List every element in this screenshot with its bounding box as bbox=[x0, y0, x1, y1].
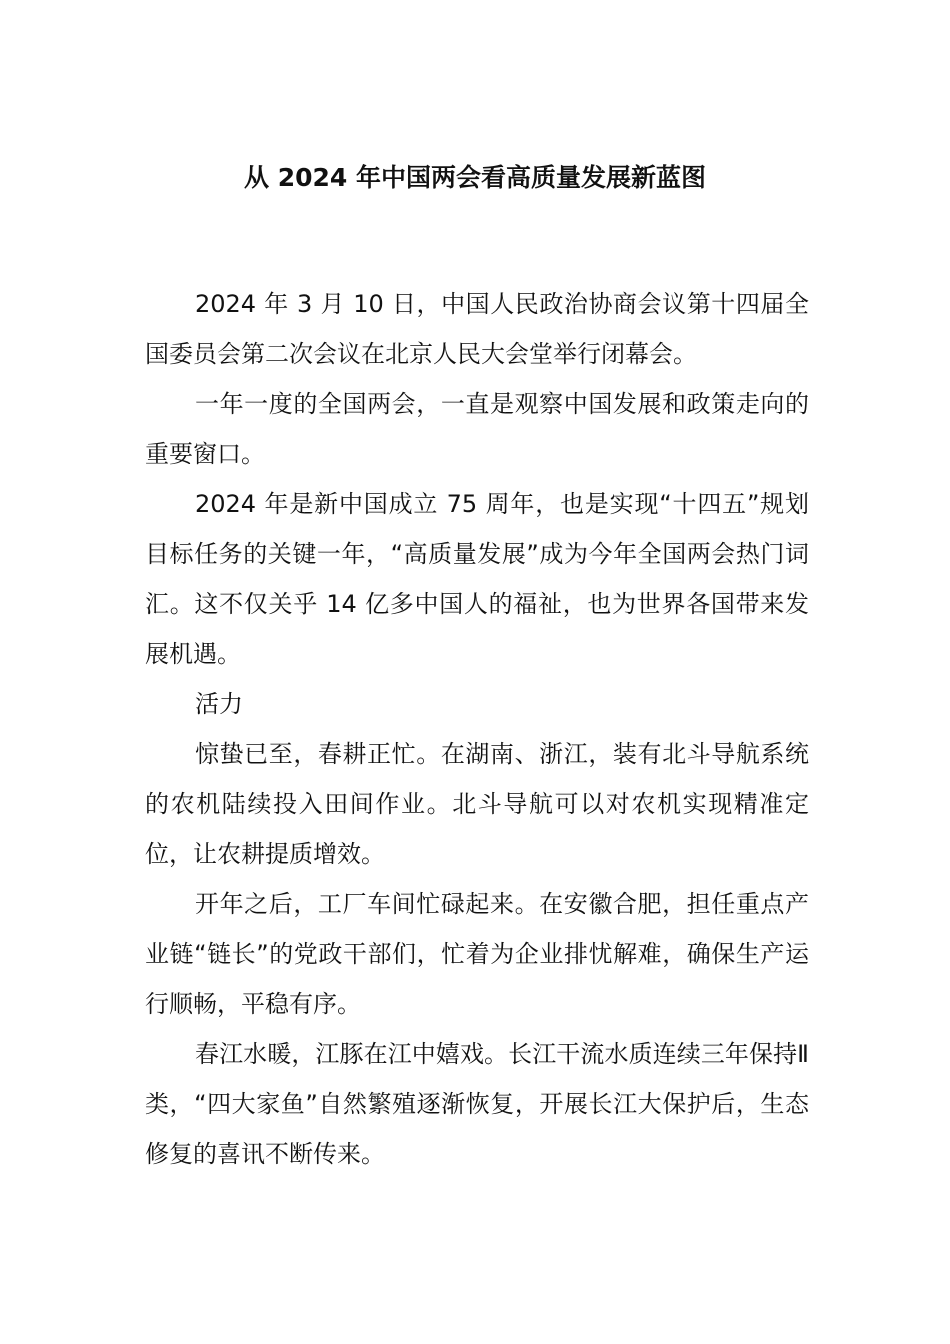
document-body bbox=[145, 279, 809, 1179]
paragraph: 开年之后，工厂车间忙碌起来。在安徽合肥，担任重点产业链“链长”的党政干部们，忙着为企业排忧解难，确保生产运行顺畅，平稳有序。 bbox=[145, 890, 809, 1018]
paragraph: 2024 年是新中国成立 75 周年，也是实现“十四五”规划目标任务的关键一年，“高质量发展”成为今年全国两会热门词汇。这不仅关乎 14 亿多中国人的福祉，也为世界各国带来发展机遇。 bbox=[145, 490, 809, 668]
paragraph: 一年一度的全国两会，一直是观察中国发展和政策走向的重要窗口。 bbox=[145, 390, 809, 468]
section-heading: 活力 bbox=[195, 690, 243, 718]
paragraph: 春江水暖，江豚在江中嬉戏。长江干流水质连续三年保持Ⅱ类，“四大家鱼”自然繁殖逐渐恢复，开展长江大保护后，生态修复的喜讯不断传来。 bbox=[145, 1040, 809, 1168]
document-title: 从 2024 年中国两会看高质量发展新蓝图 bbox=[244, 163, 706, 192]
paragraph: 2024 年 3 月 10 日，中国人民政治协商会议第十四届全国委员会第二次会议在北京人民大会堂举行闭幕会。 bbox=[145, 290, 809, 368]
paragraph: 惊蛰已至，春耕正忙。在湖南、浙江，装有北斗导航系统的农机陆续投入田间作业。北斗导航可以对农机实现精准定位，让农耕提质增效。 bbox=[145, 740, 809, 868]
